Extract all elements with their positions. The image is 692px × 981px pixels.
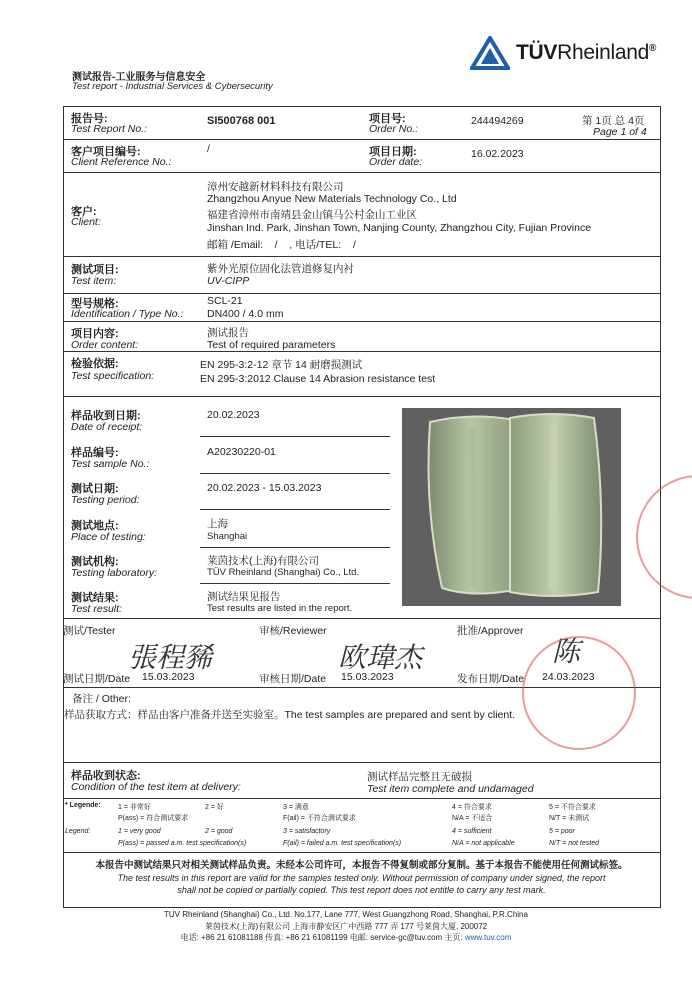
order-content-label-cn: 项目内容:: [71, 328, 119, 340]
tuv-logo: [470, 36, 656, 70]
testing-period-value: 20.02.2023 - 15.03.2023: [207, 482, 322, 494]
identification-value-2: DN400 / 4.0 mm: [207, 308, 284, 320]
specification-value-cn: EN 295-3:2-12 章节 14 耐磨损测试: [200, 359, 363, 371]
disclaimer-cn: 本报告中测试结果只对相关测试样品负责。未经本公司许可，本报告不得复制或部分复制。基于本报告不能使用任何测试标签。: [95, 860, 628, 871]
sample-no-label-cn: 样品编号:: [71, 447, 119, 459]
legend-cn-fail: F(ail) = 不符合测试要求: [283, 815, 356, 822]
place-label-cn: 测试地点:: [71, 520, 119, 532]
laboratory-value-en: TÜV Rheinland (Shanghai) Co., Ltd.: [207, 567, 360, 578]
specification-label-cn: 检验依据:: [71, 358, 119, 370]
result-label-cn: 测试结果:: [71, 592, 119, 604]
legend-en-nt: N/T = not tested: [549, 840, 599, 847]
report-no-label-cn: 报告号:: [71, 113, 108, 125]
order-no-label-en: Order No.:: [369, 123, 419, 135]
laboratory-label-en: Testing laboratory:: [71, 567, 157, 579]
place-value-en: Shanghai: [207, 531, 248, 542]
logo-text-light: Rheinland: [557, 41, 649, 64]
footer-website-link[interactable]: www.tuv.com: [464, 933, 512, 942]
reviewer-signature: 欧瑋杰: [338, 641, 423, 674]
test-item-value-cn: 紫外光原位固化法管道修复内衬: [207, 263, 354, 275]
reviewer-label: 审核/Reviewer: [259, 625, 327, 637]
tuv-triangle-icon: [470, 36, 510, 70]
legend-en-5: 5 = poor: [549, 828, 575, 835]
page-number-cn: 第 1页 总 4页: [582, 115, 645, 127]
order-content-label-en: Order content:: [71, 339, 139, 351]
review-date-label: 审核日期/Date: [259, 673, 327, 685]
legend-en-1: 1 = very good: [118, 828, 161, 835]
legend-cn-2: 2 = 好: [205, 804, 224, 811]
order-no-value: 244494269: [471, 115, 524, 127]
testing-period-label-en: Testing period:: [71, 494, 140, 506]
footer-line-1: TUV Rheinland (Shanghai) Co., Ltd. No.177, Lane 777, West Guangzhong Road, Shanghai, P.R.China: [164, 910, 528, 919]
logo-registered: ®: [648, 43, 657, 54]
order-content-value-en: Test of required parameters: [207, 339, 336, 351]
identification-label-en: Identification / Type No.:: [71, 308, 184, 320]
issue-date-value: 24.03.2023: [542, 671, 595, 683]
legend-cn-3: 3 = 满意: [283, 804, 309, 811]
footer-line-2: 莱茵技术(上海)有限公司 上海市静安区广中西路 777 弄 177 号莱茵大厦, 200072: [204, 922, 488, 931]
legend-cn-5: 5 = 不符合要求: [549, 804, 596, 811]
logo-text-bold: TÜV: [516, 41, 558, 64]
disclaimer-en-2: shall not be copied or partially copied. This test report does not entitle to carry any test mark.: [177, 885, 546, 895]
company-stamp: [522, 636, 636, 750]
test-item-value-en: UV-CIPP: [207, 275, 250, 287]
identification-value-1: SCL-21: [207, 295, 243, 307]
legend-en-na: N/A = not applicable: [452, 840, 515, 847]
other-text: 样品获取方式：样品由客户准备并送至实验室。The test samples are prepared and sent by client.: [64, 709, 516, 721]
approver-label: 批准/Approver: [457, 625, 524, 637]
receipt-label-cn: 样品收到日期:: [71, 410, 141, 422]
disclaimer-en-1: The test results in this report are valid for the samples tested only. Without permission of company under signed, the report: [117, 873, 606, 883]
client-address-cn: 福建省漳州市南靖县金山镇马公村金山工业区: [207, 209, 417, 221]
legend-cn-na: N/A = 不适合: [452, 815, 493, 822]
sample-no-label-en: Test sample No.:: [71, 458, 150, 470]
order-date-label-cn: 项目日期:: [369, 146, 417, 158]
report-no-label-en: Test Report No.:: [71, 123, 148, 135]
legend-en-fail: F(ail) = failed a.m. test specification(s): [283, 840, 402, 847]
result-value-cn: 测试结果见报告: [207, 591, 281, 603]
client-ref-label-en: Client Reference No.:: [71, 156, 172, 168]
client-label-en: Client:: [71, 216, 101, 228]
legend-en-4: 4 = sufficient: [452, 828, 492, 835]
specification-label-en: Test specification:: [71, 370, 155, 382]
test-item-label-en: Test item:: [71, 275, 117, 287]
delivery-value-en: Test item complete and undamaged: [367, 783, 534, 795]
header-title-en: Test report - Industrial Services & Cybersecurity: [72, 81, 273, 92]
legend-label-en: Legend:: [65, 828, 91, 835]
receipt-label-en: Date of receipt:: [71, 421, 143, 433]
test-date-value: 15.03.2023: [142, 671, 195, 683]
legend-cn-4: 4 = 符合要求: [452, 804, 492, 811]
client-address-en: Jinshan Ind. Park, Jinshan Town, Nanjing County, Zhangzhou City, Fujian Province: [207, 222, 592, 234]
order-date-value: 16.02.2023: [471, 148, 524, 160]
client-label-cn: 客户:: [71, 206, 97, 218]
legend-label-cn: * Legende:: [65, 802, 101, 809]
client-contact: 邮箱 /Email: / , 电话/TEL: /: [207, 239, 356, 251]
legend-en-pass: P(ass) = passed a.m. test specification(s): [118, 840, 247, 847]
review-date-value: 15.03.2023: [341, 671, 394, 683]
issue-date-label: 发布日期/Date: [457, 673, 525, 685]
legend-cn-nt: N/T = 未测试: [549, 815, 590, 822]
legend-cn-1: 1 = 非常好: [118, 804, 151, 811]
legend-en-3: 3 = satisfactory: [283, 828, 331, 835]
page-number-en: Page 1 of 4: [593, 126, 647, 138]
delivery-label-en: Condition of the test item at delivery:: [71, 781, 241, 793]
footer-line-3: [0, 932, 692, 943]
legend-cn-pass: P(ass) = 符合测试要求: [118, 815, 189, 822]
client-ref-value: /: [207, 143, 210, 155]
footer-contact: 电话: +86 21 61081188 传真: +86 21 61081199 电邮: service-gc@tuv.com 主页:: [180, 933, 465, 942]
identification-label-cn: 型号规格:: [71, 298, 119, 310]
place-value-cn: 上海: [207, 518, 228, 530]
testing-period-label-cn: 测试日期:: [71, 483, 119, 495]
client-ref-label-cn: 客户项目编号:: [71, 146, 141, 158]
sample-photo: [402, 408, 621, 606]
order-date-label-en: Order date:: [369, 156, 423, 168]
approver-signature: 陈: [552, 635, 581, 668]
delivery-label-cn: 样品收到状态:: [71, 770, 141, 782]
report-no-value: SI500768 001: [207, 115, 276, 127]
order-content-value-cn: 测试报告: [207, 327, 249, 339]
test-date-label: 测试日期/Date: [63, 673, 131, 685]
header-title-cn: 测试报告-工业服务与信息安全: [72, 72, 206, 83]
result-value-en: Test results are listed in the report.: [207, 603, 353, 614]
client-name-cn: 漳州安越新材料科技有限公司: [207, 181, 344, 193]
client-name-en: Zhangzhou Anyue New Materials Technology Co., Ltd: [207, 193, 457, 205]
receipt-value: 20.02.2023: [207, 409, 260, 421]
delivery-value-cn: 测试样品完整且无破损: [367, 771, 472, 783]
other-label: 备注 / Other:: [72, 693, 131, 705]
tester-signature: 張程豨: [128, 641, 213, 674]
laboratory-label-cn: 测试机构:: [71, 556, 119, 568]
result-label-en: Test result:: [71, 603, 122, 615]
specification-value-en: EN 295-3:2012 Clause 14 Abrasion resistance test: [200, 373, 436, 385]
place-label-en: Place of testing:: [71, 531, 146, 543]
legend-en-2: 2 = good: [205, 828, 233, 835]
tester-label: 测试/Tester: [63, 625, 116, 637]
test-item-label-cn: 测试项目:: [71, 264, 119, 276]
order-no-label-cn: 项目号:: [369, 113, 406, 125]
sample-no-value: A20230220-01: [207, 446, 276, 458]
laboratory-value-cn: 莱茵技术(上海)有限公司: [207, 555, 319, 567]
